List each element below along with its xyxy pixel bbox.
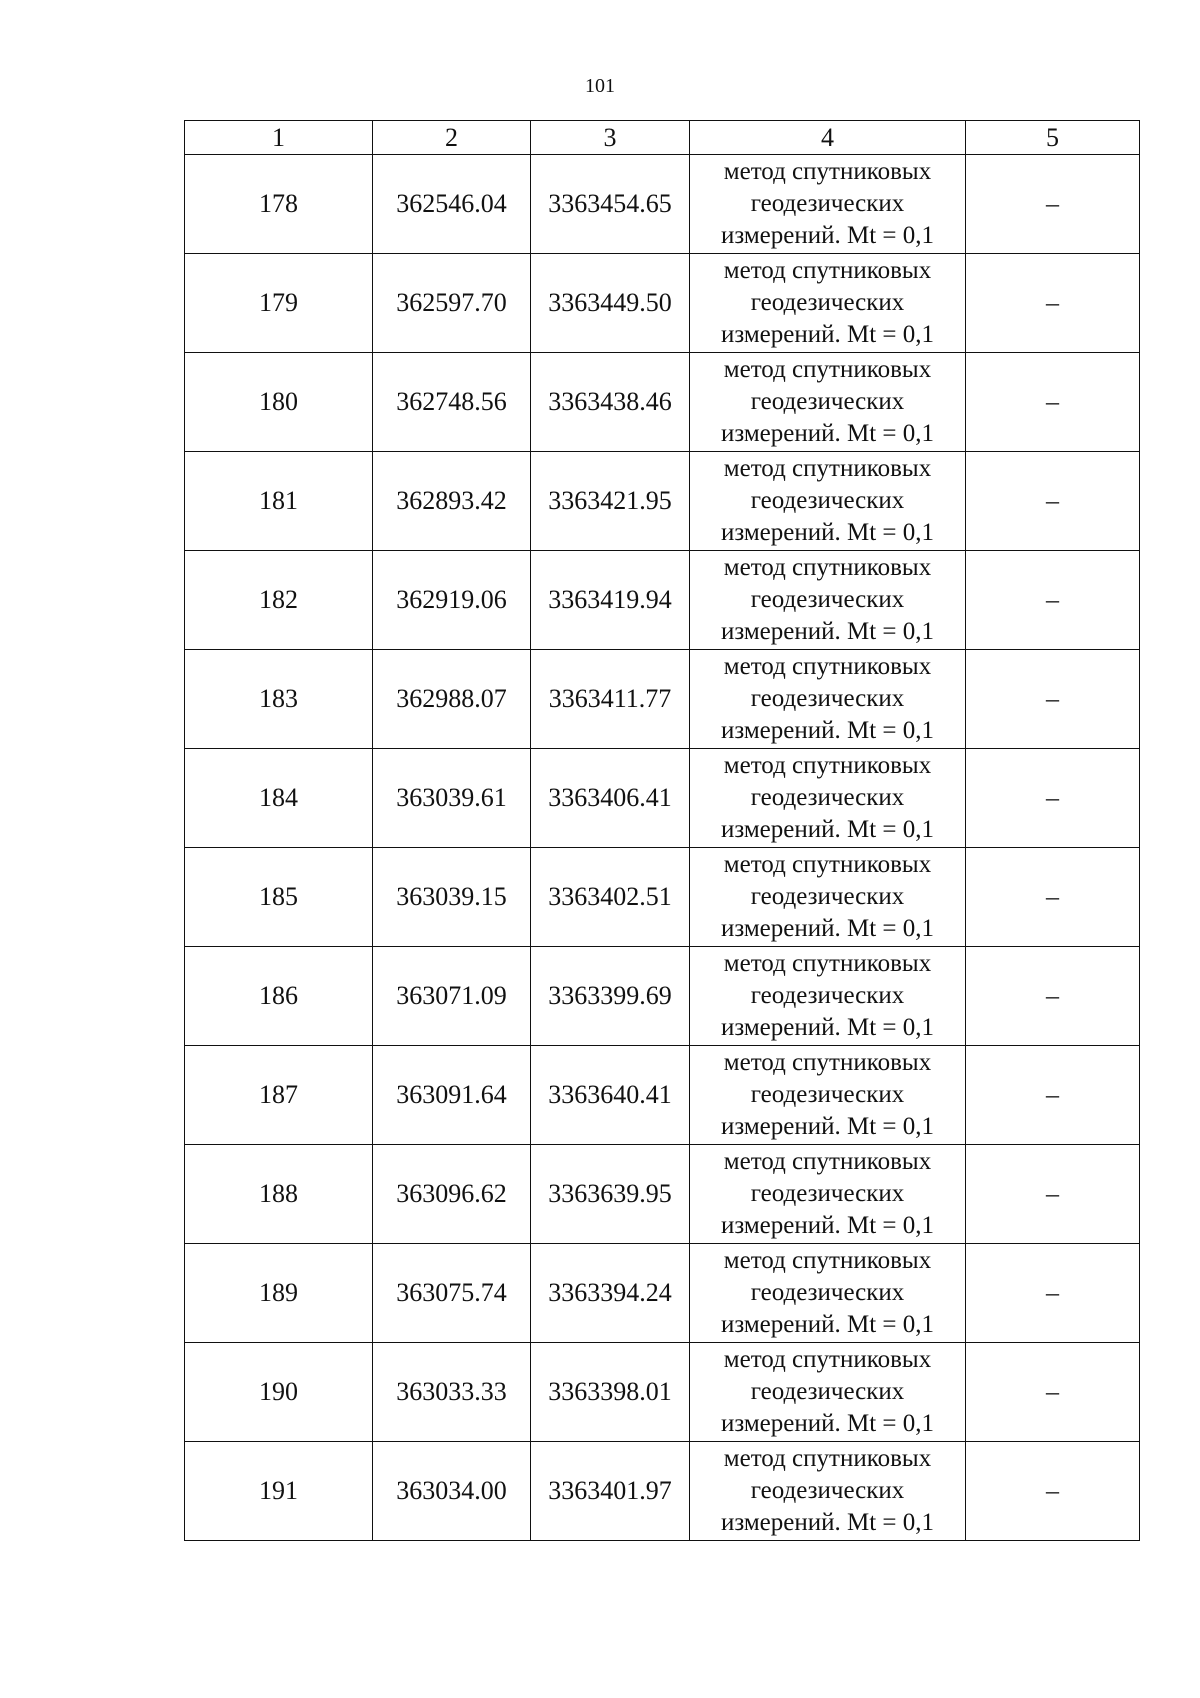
cell-note: – [966,947,1140,1046]
table-row [185,1442,1140,1541]
method-text-line: измерений. Mt = 0,1 [720,1410,935,1437]
cell-coordinate-x: 362546.04 [373,155,531,254]
cell-point-number: 191 [185,1442,373,1541]
cell-note: – [966,650,1140,749]
cell-point-number: 186 [185,947,373,1046]
method-text-line: измерений. Mt = 0,1 [720,519,935,546]
cell-method [690,749,966,848]
cell-method [690,1145,966,1244]
cell-method [690,1244,966,1343]
cell-method [690,1442,966,1541]
table-row [185,1046,1140,1145]
cell-coordinate-x: 363075.74 [373,1244,531,1343]
cell-coordinate-y: 3363438.46 [531,353,690,452]
method-text-line: геодезических [750,487,905,514]
cell-coordinate-y: 3363419.94 [531,551,690,650]
cell-note: – [966,452,1140,551]
cell-point-number: 178 [185,155,373,254]
method-text-line: геодезических [750,784,905,811]
cell-coordinate-y: 3363639.95 [531,1145,690,1244]
cell-method [690,1343,966,1442]
cell-method [690,353,966,452]
cell-coordinate-x: 363039.15 [373,848,531,947]
cell-note: – [966,848,1140,947]
cell-point-number: 181 [185,452,373,551]
method-text-line: метод спутниковых [723,1049,932,1076]
cell-coordinate-y: 3363406.41 [531,749,690,848]
table-row [185,1145,1140,1244]
cell-coordinate-y: 3363401.97 [531,1442,690,1541]
cell-point-number: 180 [185,353,373,452]
cell-method [690,947,966,1046]
cell-point-number: 188 [185,1145,373,1244]
table-row [185,452,1140,551]
cell-method [690,254,966,353]
cell-coordinate-y: 3363411.77 [531,650,690,749]
coordinates-table [184,120,1140,1541]
column-header-2: 2 [373,121,531,155]
method-text-line: измерений. Mt = 0,1 [720,1311,935,1338]
cell-note: – [966,1442,1140,1541]
method-text-line: метод спутниковых [723,1445,932,1472]
method-text-line: метод спутниковых [723,356,932,383]
method-text-line: метод спутниковых [723,1346,932,1373]
cell-point-number: 189 [185,1244,373,1343]
cell-note: – [966,155,1140,254]
method-text-line: измерений. Mt = 0,1 [720,618,935,645]
method-text-line: измерений. Mt = 0,1 [720,816,935,843]
cell-coordinate-x: 362597.70 [373,254,531,353]
method-text-line: геодезических [750,1180,905,1207]
method-text-line: измерений. Mt = 0,1 [720,1113,935,1140]
method-text-line: геодезических [750,289,905,316]
cell-coordinate-x: 362988.07 [373,650,531,749]
method-text-line: геодезических [750,982,905,1009]
method-text-line: метод спутниковых [723,257,932,284]
cell-method [690,650,966,749]
table-body [185,155,1140,1541]
cell-coordinate-x: 363071.09 [373,947,531,1046]
cell-point-number: 182 [185,551,373,650]
cell-note: – [966,254,1140,353]
cell-coordinate-y: 3363640.41 [531,1046,690,1145]
cell-coordinate-y: 3363402.51 [531,848,690,947]
method-text-line: измерений. Mt = 0,1 [720,915,935,942]
method-text-line: измерений. Mt = 0,1 [720,222,935,249]
method-text-line: метод спутниковых [723,1247,932,1274]
method-text-line: геодезических [750,685,905,712]
table-header-row [185,121,1140,155]
cell-coordinate-x: 363096.62 [373,1145,531,1244]
column-header-3: 3 [531,121,690,155]
cell-coordinate-y: 3363449.50 [531,254,690,353]
table-row [185,254,1140,353]
cell-note: – [966,1046,1140,1145]
cell-note: – [966,1343,1140,1442]
table-row [185,848,1140,947]
method-text-line: измерений. Mt = 0,1 [720,1014,935,1041]
cell-coordinate-x: 362893.42 [373,452,531,551]
cell-method [690,452,966,551]
table-row [185,551,1140,650]
cell-coordinate-x: 363039.61 [373,749,531,848]
column-header-5: 5 [966,121,1140,155]
cell-method [690,1046,966,1145]
method-text-line: геодезических [750,1378,905,1405]
cell-coordinate-y: 3363394.24 [531,1244,690,1343]
method-text-line: метод спутниковых [723,158,932,185]
cell-method [690,848,966,947]
method-text-line: геодезических [750,883,905,910]
method-text-line: метод спутниковых [723,1148,932,1175]
table-row [185,1244,1140,1343]
cell-point-number: 184 [185,749,373,848]
method-text-line: метод спутниковых [723,950,932,977]
method-text-line: измерений. Mt = 0,1 [720,1212,935,1239]
method-text-line: метод спутниковых [723,554,932,581]
cell-method [690,551,966,650]
cell-coordinate-x: 363091.64 [373,1046,531,1145]
method-text-line: измерений. Mt = 0,1 [720,420,935,447]
method-text-line: геодезических [750,190,905,217]
column-header-4: 4 [690,121,966,155]
cell-note: – [966,749,1140,848]
table-row [185,749,1140,848]
table-row [185,947,1140,1046]
cell-note: – [966,551,1140,650]
method-text-line: метод спутниковых [723,455,932,482]
cell-coordinate-x: 363034.00 [373,1442,531,1541]
table-row [185,650,1140,749]
method-text-line: геодезических [750,388,905,415]
method-text-line: геодезических [750,1081,905,1108]
method-text-line: геодезических [750,1477,905,1504]
cell-coordinate-x: 362919.06 [373,551,531,650]
method-text-line: метод спутниковых [723,851,932,878]
method-text-line: измерений. Mt = 0,1 [720,321,935,348]
cell-coordinate-y: 3363421.95 [531,452,690,551]
cell-point-number: 190 [185,1343,373,1442]
method-text-line: метод спутниковых [723,752,932,779]
cell-coordinate-x: 362748.56 [373,353,531,452]
cell-coordinate-y: 3363398.01 [531,1343,690,1442]
table-row [185,1343,1140,1442]
page-number: 101 [585,75,615,97]
table-row [185,353,1140,452]
method-text-line: измерений. Mt = 0,1 [720,1509,935,1536]
cell-note: – [966,1244,1140,1343]
method-text-line: метод спутниковых [723,653,932,680]
cell-point-number: 187 [185,1046,373,1145]
column-header-1: 1 [185,121,373,155]
cell-point-number: 179 [185,254,373,353]
cell-coordinate-x: 363033.33 [373,1343,531,1442]
cell-note: – [966,1145,1140,1244]
cell-point-number: 183 [185,650,373,749]
method-text-line: измерений. Mt = 0,1 [720,717,935,744]
method-text-line: геодезических [750,586,905,613]
cell-coordinate-y: 3363399.69 [531,947,690,1046]
cell-note: – [966,353,1140,452]
method-text-line: геодезических [750,1279,905,1306]
table-row [185,155,1140,254]
cell-method [690,155,966,254]
cell-point-number: 185 [185,848,373,947]
cell-coordinate-y: 3363454.65 [531,155,690,254]
